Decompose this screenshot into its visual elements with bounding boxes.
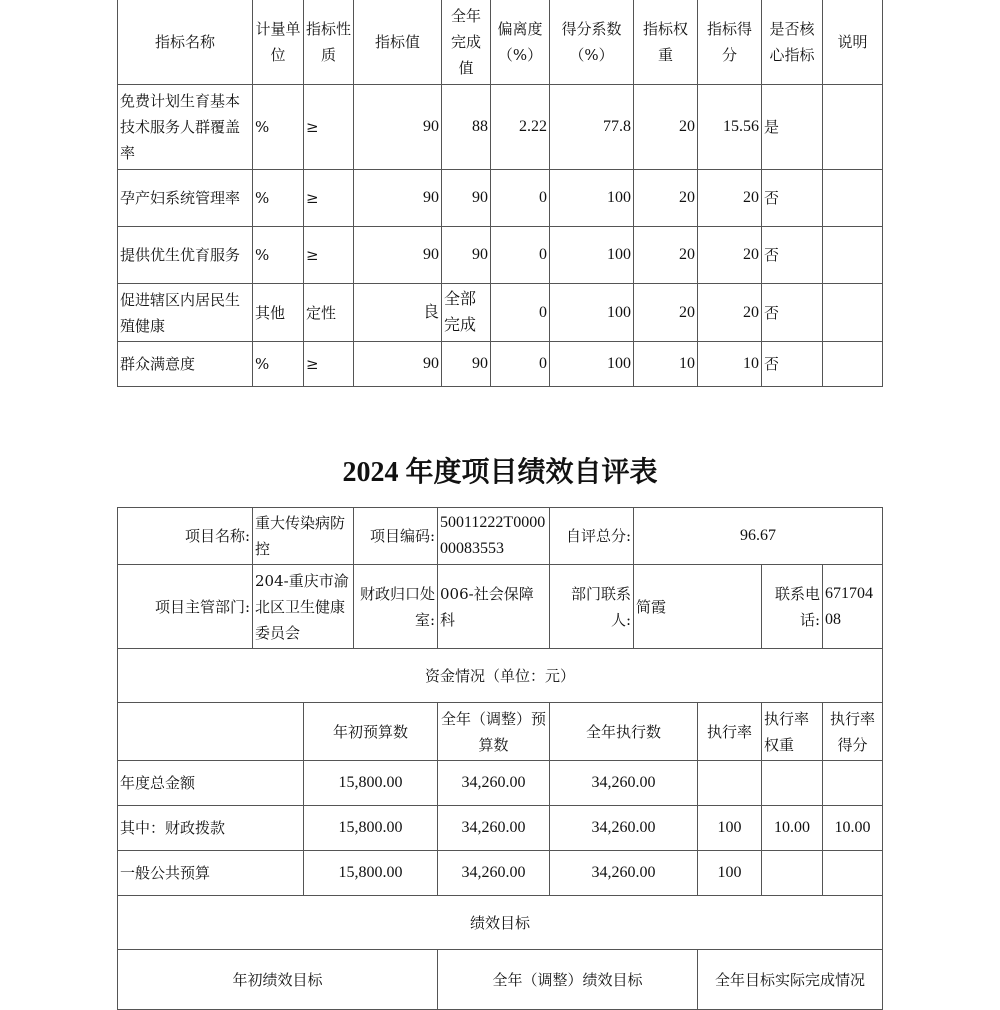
indicator-cell: ≥ (304, 170, 354, 227)
funds-score-cell (823, 761, 883, 806)
funds-header-row (118, 703, 883, 761)
indicator-cell: 全部完成 (442, 284, 491, 342)
indicator-cell: 20 (698, 284, 762, 342)
indicator-cell: 100 (550, 284, 634, 342)
funds-label-cell: 一般公共预算 (118, 851, 304, 896)
funds-weight-cell (762, 851, 823, 896)
header-cell: 指标性质 (304, 0, 354, 85)
header-cell: 全年（调整）绩效目标 (438, 950, 698, 1010)
dept-label: 项目主管部门: (118, 565, 253, 649)
indicator-cell: % (253, 85, 304, 170)
indicator-cell: 否 (762, 227, 823, 284)
total-score: 96.67 (634, 508, 883, 565)
header-cell: 得分系数（%） (550, 0, 634, 85)
funds-row (118, 851, 883, 896)
indicator-cell: 2.22 (491, 85, 550, 170)
indicator-cell: 90 (442, 227, 491, 284)
project-info-row (118, 508, 883, 565)
indicator-row (118, 284, 883, 342)
funds-adjusted-cell: 34,260.00 (438, 806, 550, 851)
indicator-cell: 10 (634, 342, 698, 387)
indicator-cell: 免费计划生育基本技术服务人群覆盖率 (118, 85, 253, 170)
header-cell: 是否核心指标 (762, 0, 823, 85)
indicator-cell: 0 (491, 342, 550, 387)
project-code: 50011222T000000083553 (438, 508, 550, 565)
indicator-cell: 20 (698, 170, 762, 227)
funds-initial-cell: 15,800.00 (304, 761, 438, 806)
indicator-cell: ≥ (304, 342, 354, 387)
funds-weight-cell: 10.00 (762, 806, 823, 851)
project-name-label: 项目名称: (118, 508, 253, 565)
indicator-cell (823, 227, 883, 284)
indicator-cell: 90 (354, 170, 442, 227)
funds-section-title: 资金情况（单位：元） (118, 649, 883, 703)
page-title: 2024 年度项目绩效自评表 (342, 457, 658, 488)
indicator-cell: 促进辖区内居民生殖健康 (118, 284, 253, 342)
indicator-header-row (118, 0, 883, 85)
indicator-cell: 10 (698, 342, 762, 387)
header-cell: 全年完成值 (442, 0, 491, 85)
funds-initial-cell: 15,800.00 (304, 851, 438, 896)
funds-score-cell (823, 851, 883, 896)
funds-executed-cell: 34,260.00 (550, 851, 698, 896)
funds-weight-cell (762, 761, 823, 806)
contact-value: 简霞 (634, 565, 762, 649)
indicator-cell: 0 (491, 227, 550, 284)
indicator-cell: 定性 (304, 284, 354, 342)
indicator-cell: 0 (491, 170, 550, 227)
header-cell: 全年执行数 (550, 703, 698, 761)
funds-row (118, 806, 883, 851)
indicator-cell: ≥ (304, 227, 354, 284)
phone-value: 67170408 (823, 565, 883, 649)
funds-rate-cell (698, 761, 762, 806)
office-value: 006-社会保障科 (438, 565, 550, 649)
header-cell: 执行率得分 (823, 703, 883, 761)
indicator-cell (823, 284, 883, 342)
funds-label-cell: 年度总金额 (118, 761, 304, 806)
funds-score-cell: 10.00 (823, 806, 883, 851)
indicator-cell: 否 (762, 284, 823, 342)
indicator-cell: % (253, 170, 304, 227)
funds-adjusted-cell: 34,260.00 (438, 851, 550, 896)
score-label: 自评总分: (550, 508, 634, 565)
indicator-cell: 100 (550, 227, 634, 284)
indicator-cell: 20 (698, 227, 762, 284)
indicator-cell: 90 (354, 227, 442, 284)
header-cell: 执行率 (698, 703, 762, 761)
indicator-cell: 90 (442, 170, 491, 227)
contact-label: 部门联系人: (550, 565, 634, 649)
indicator-cell: 良 (354, 284, 442, 342)
phone-label: 联系电话: (762, 565, 823, 649)
indicator-cell: % (253, 342, 304, 387)
header-cell: 说明 (823, 0, 883, 85)
header-cell: 计量单位 (253, 0, 304, 85)
indicator-cell (823, 85, 883, 170)
indicator-cell: 提供优生优育服务 (118, 227, 253, 284)
funds-executed-cell: 34,260.00 (550, 761, 698, 806)
funds-rate-cell: 100 (698, 806, 762, 851)
dept-value: 204-重庆市渝北区卫生健康委员会 (253, 565, 354, 649)
goals-header-row (118, 950, 883, 1010)
indicator-cell: 其他 (253, 284, 304, 342)
project-name: 重大传染病防控 (253, 508, 354, 565)
indicator-cell: 20 (634, 227, 698, 284)
indicator-row (118, 85, 883, 170)
funds-label-cell: 其中：财政拨款 (118, 806, 304, 851)
header-cell: 年初绩效目标 (118, 950, 438, 1010)
project-code-label: 项目编码: (354, 508, 438, 565)
indicator-cell: 88 (442, 85, 491, 170)
header-cell: 全年（调整）预算数 (438, 703, 550, 761)
header-cell: 指标得分 (698, 0, 762, 85)
indicator-cell: ≥ (304, 85, 354, 170)
indicator-cell (823, 342, 883, 387)
indicator-cell: 20 (634, 284, 698, 342)
indicator-cell: 否 (762, 342, 823, 387)
header-cell: 年初预算数 (304, 703, 438, 761)
funds-row (118, 761, 883, 806)
funds-initial-cell: 15,800.00 (304, 806, 438, 851)
indicator-cell: 15.56 (698, 85, 762, 170)
department-row (118, 565, 883, 649)
indicator-cell: 群众满意度 (118, 342, 253, 387)
funds-adjusted-cell: 34,260.00 (438, 761, 550, 806)
indicator-cell: 0 (491, 284, 550, 342)
funds-executed-cell: 34,260.00 (550, 806, 698, 851)
office-label: 财政归口处室: (354, 565, 438, 649)
header-cell: 偏离度（%） (491, 0, 550, 85)
header-cell: 指标权重 (634, 0, 698, 85)
header-cell: 执行率权重 (762, 703, 823, 761)
header-cell: 指标名称 (118, 0, 253, 85)
header-cell: 全年目标实际完成情况 (698, 950, 883, 1010)
project-evaluation-table (117, 507, 883, 1010)
indicator-cell: 否 (762, 170, 823, 227)
indicator-row (118, 170, 883, 227)
indicator-cell (823, 170, 883, 227)
indicator-cell: 90 (442, 342, 491, 387)
indicator-cell: 100 (550, 342, 634, 387)
funds-rate-cell: 100 (698, 851, 762, 896)
header-cell: 指标值 (354, 0, 442, 85)
indicator-cell: 20 (634, 170, 698, 227)
goals-section-title: 绩效目标 (118, 896, 883, 950)
indicator-row (118, 342, 883, 387)
indicator-cell: 20 (634, 85, 698, 170)
indicator-cell: 90 (354, 85, 442, 170)
indicator-cell: 是 (762, 85, 823, 170)
indicator-cell: 77.8 (550, 85, 634, 170)
indicator-cell: 90 (354, 342, 442, 387)
blank-cell (118, 703, 304, 761)
indicator-cell: % (253, 227, 304, 284)
indicator-cell: 100 (550, 170, 634, 227)
indicator-cell: 孕产妇系统管理率 (118, 170, 253, 227)
indicator-row (118, 227, 883, 284)
indicator-table (117, 0, 883, 387)
